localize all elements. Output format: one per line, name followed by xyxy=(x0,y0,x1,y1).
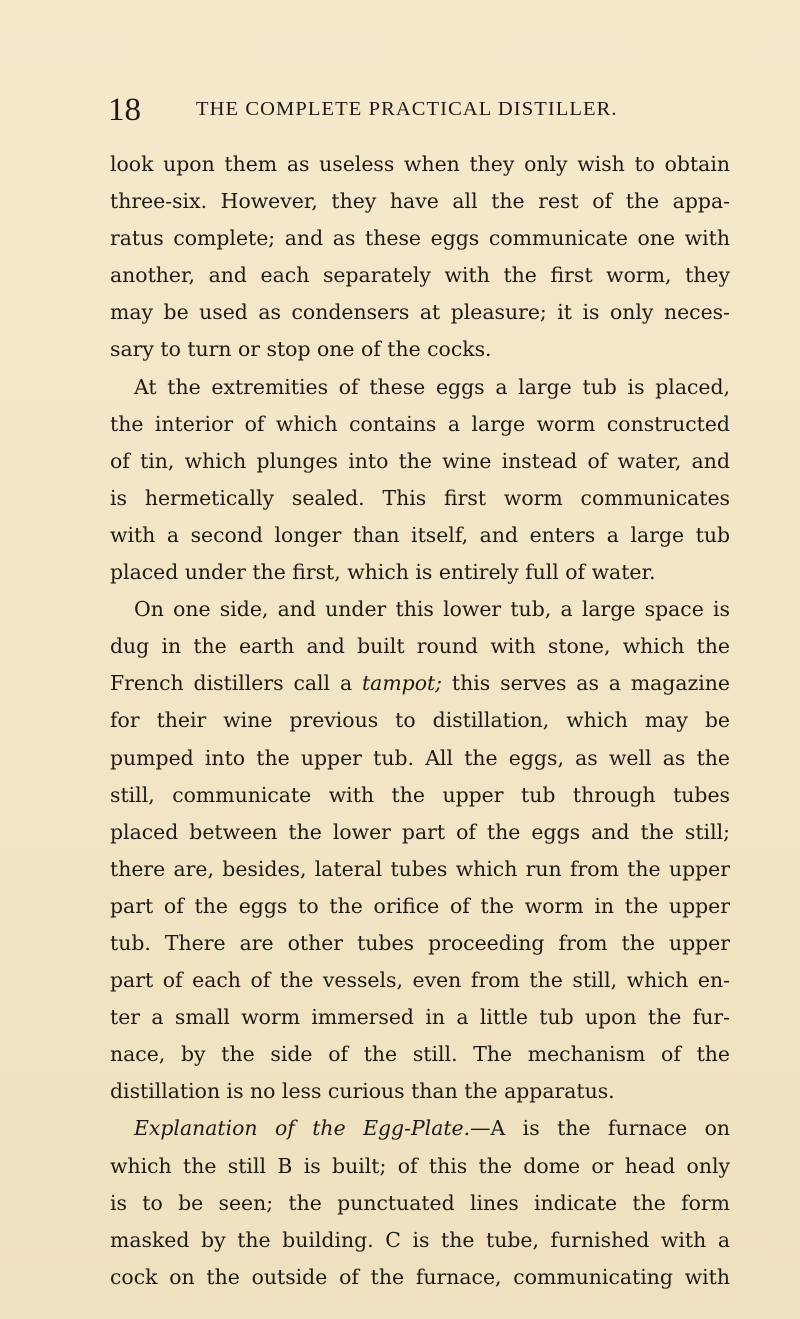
running-head xyxy=(108,92,748,132)
paragraph-1 xyxy=(110,146,730,369)
text-line: part of the eggs to the orifice of the worm in the upper xyxy=(110,893,730,918)
text-line: ter a small worm immersed in a little tub upon the fur- xyxy=(110,1005,730,1030)
text-line: cock on the outside of the furnace, communicating with xyxy=(110,1264,730,1289)
text-line: is to be seen; the punctuated lines indicate the form xyxy=(110,1190,730,1215)
text-line: tub. There are other tubes proceeding from the upper xyxy=(110,930,730,955)
text-fragment: French distillers call a xyxy=(110,671,362,696)
text-line: may be used as condensers at pleasure; it is only neces- xyxy=(110,300,730,325)
paragraph-2 xyxy=(110,369,730,592)
text-line: which the still B is built; of this the dome or head only xyxy=(110,1153,730,1178)
text-line: placed between the lower part of the eggs and the still; xyxy=(110,819,730,844)
text-line: the interior of which contains a large worm constructed xyxy=(110,411,730,436)
paragraph-4 xyxy=(110,1110,730,1295)
text-line: ratus complete; and as these eggs communicate one with xyxy=(110,226,730,251)
text-line: there are, besides, lateral tubes which run from the upper xyxy=(110,856,730,881)
page-number: 18 xyxy=(108,92,141,128)
text-line: nace, by the side of the still. The mechanism of the xyxy=(110,1042,730,1067)
text-line: three-six. However, they have all the rest of the appa- xyxy=(110,189,730,214)
text-fragment: —A is the furnace on xyxy=(470,1116,730,1141)
text-line: for their wine previous to distillation, which may be xyxy=(110,708,730,733)
running-title: THE COMPLETE PRACTICAL DISTILLER. xyxy=(196,98,618,120)
text-line: On one side, and under this lower tub, a large space is xyxy=(134,597,730,622)
text-line: dug in the earth and built round with stone, which the xyxy=(110,634,730,659)
body-text xyxy=(110,146,730,1296)
paragraph-3 xyxy=(110,591,730,1110)
text-line: still, communicate with the upper tub through tubes xyxy=(110,782,730,807)
text-line-with-heading xyxy=(110,1110,730,1147)
text-fragment: this serves as a magazine xyxy=(442,671,730,696)
text-line-with-italic xyxy=(110,665,730,702)
text-line: sary to turn or stop one of the cocks. xyxy=(110,337,492,362)
text-line: pumped into the upper tub. All the eggs, as well as the xyxy=(110,745,730,770)
section-heading: Explanation of the Egg-Plate. xyxy=(134,1116,471,1141)
text-line: placed under the first, which is entirely full of water. xyxy=(110,560,656,585)
italic-term: tampot; xyxy=(361,671,443,696)
text-line: At the extremities of these eggs a large tub is placed, xyxy=(134,374,730,399)
text-line: with a second longer than itself, and enters a large tub xyxy=(110,522,730,547)
text-line: is hermetically sealed. This first worm communicates xyxy=(110,485,730,510)
text-line: masked by the building. C is the tube, furnished with a xyxy=(110,1227,730,1252)
text-line: of tin, which plunges into the wine instead of water, and xyxy=(110,448,730,473)
text-line: distillation is no less curious than the apparatus. xyxy=(110,1079,615,1104)
text-line: look upon them as useless when they only wish to obtain xyxy=(110,152,730,176)
text-line: another, and each separately with the first worm, they xyxy=(110,263,730,288)
text-line: part of each of the vessels, even from the still, which en- xyxy=(110,968,730,993)
